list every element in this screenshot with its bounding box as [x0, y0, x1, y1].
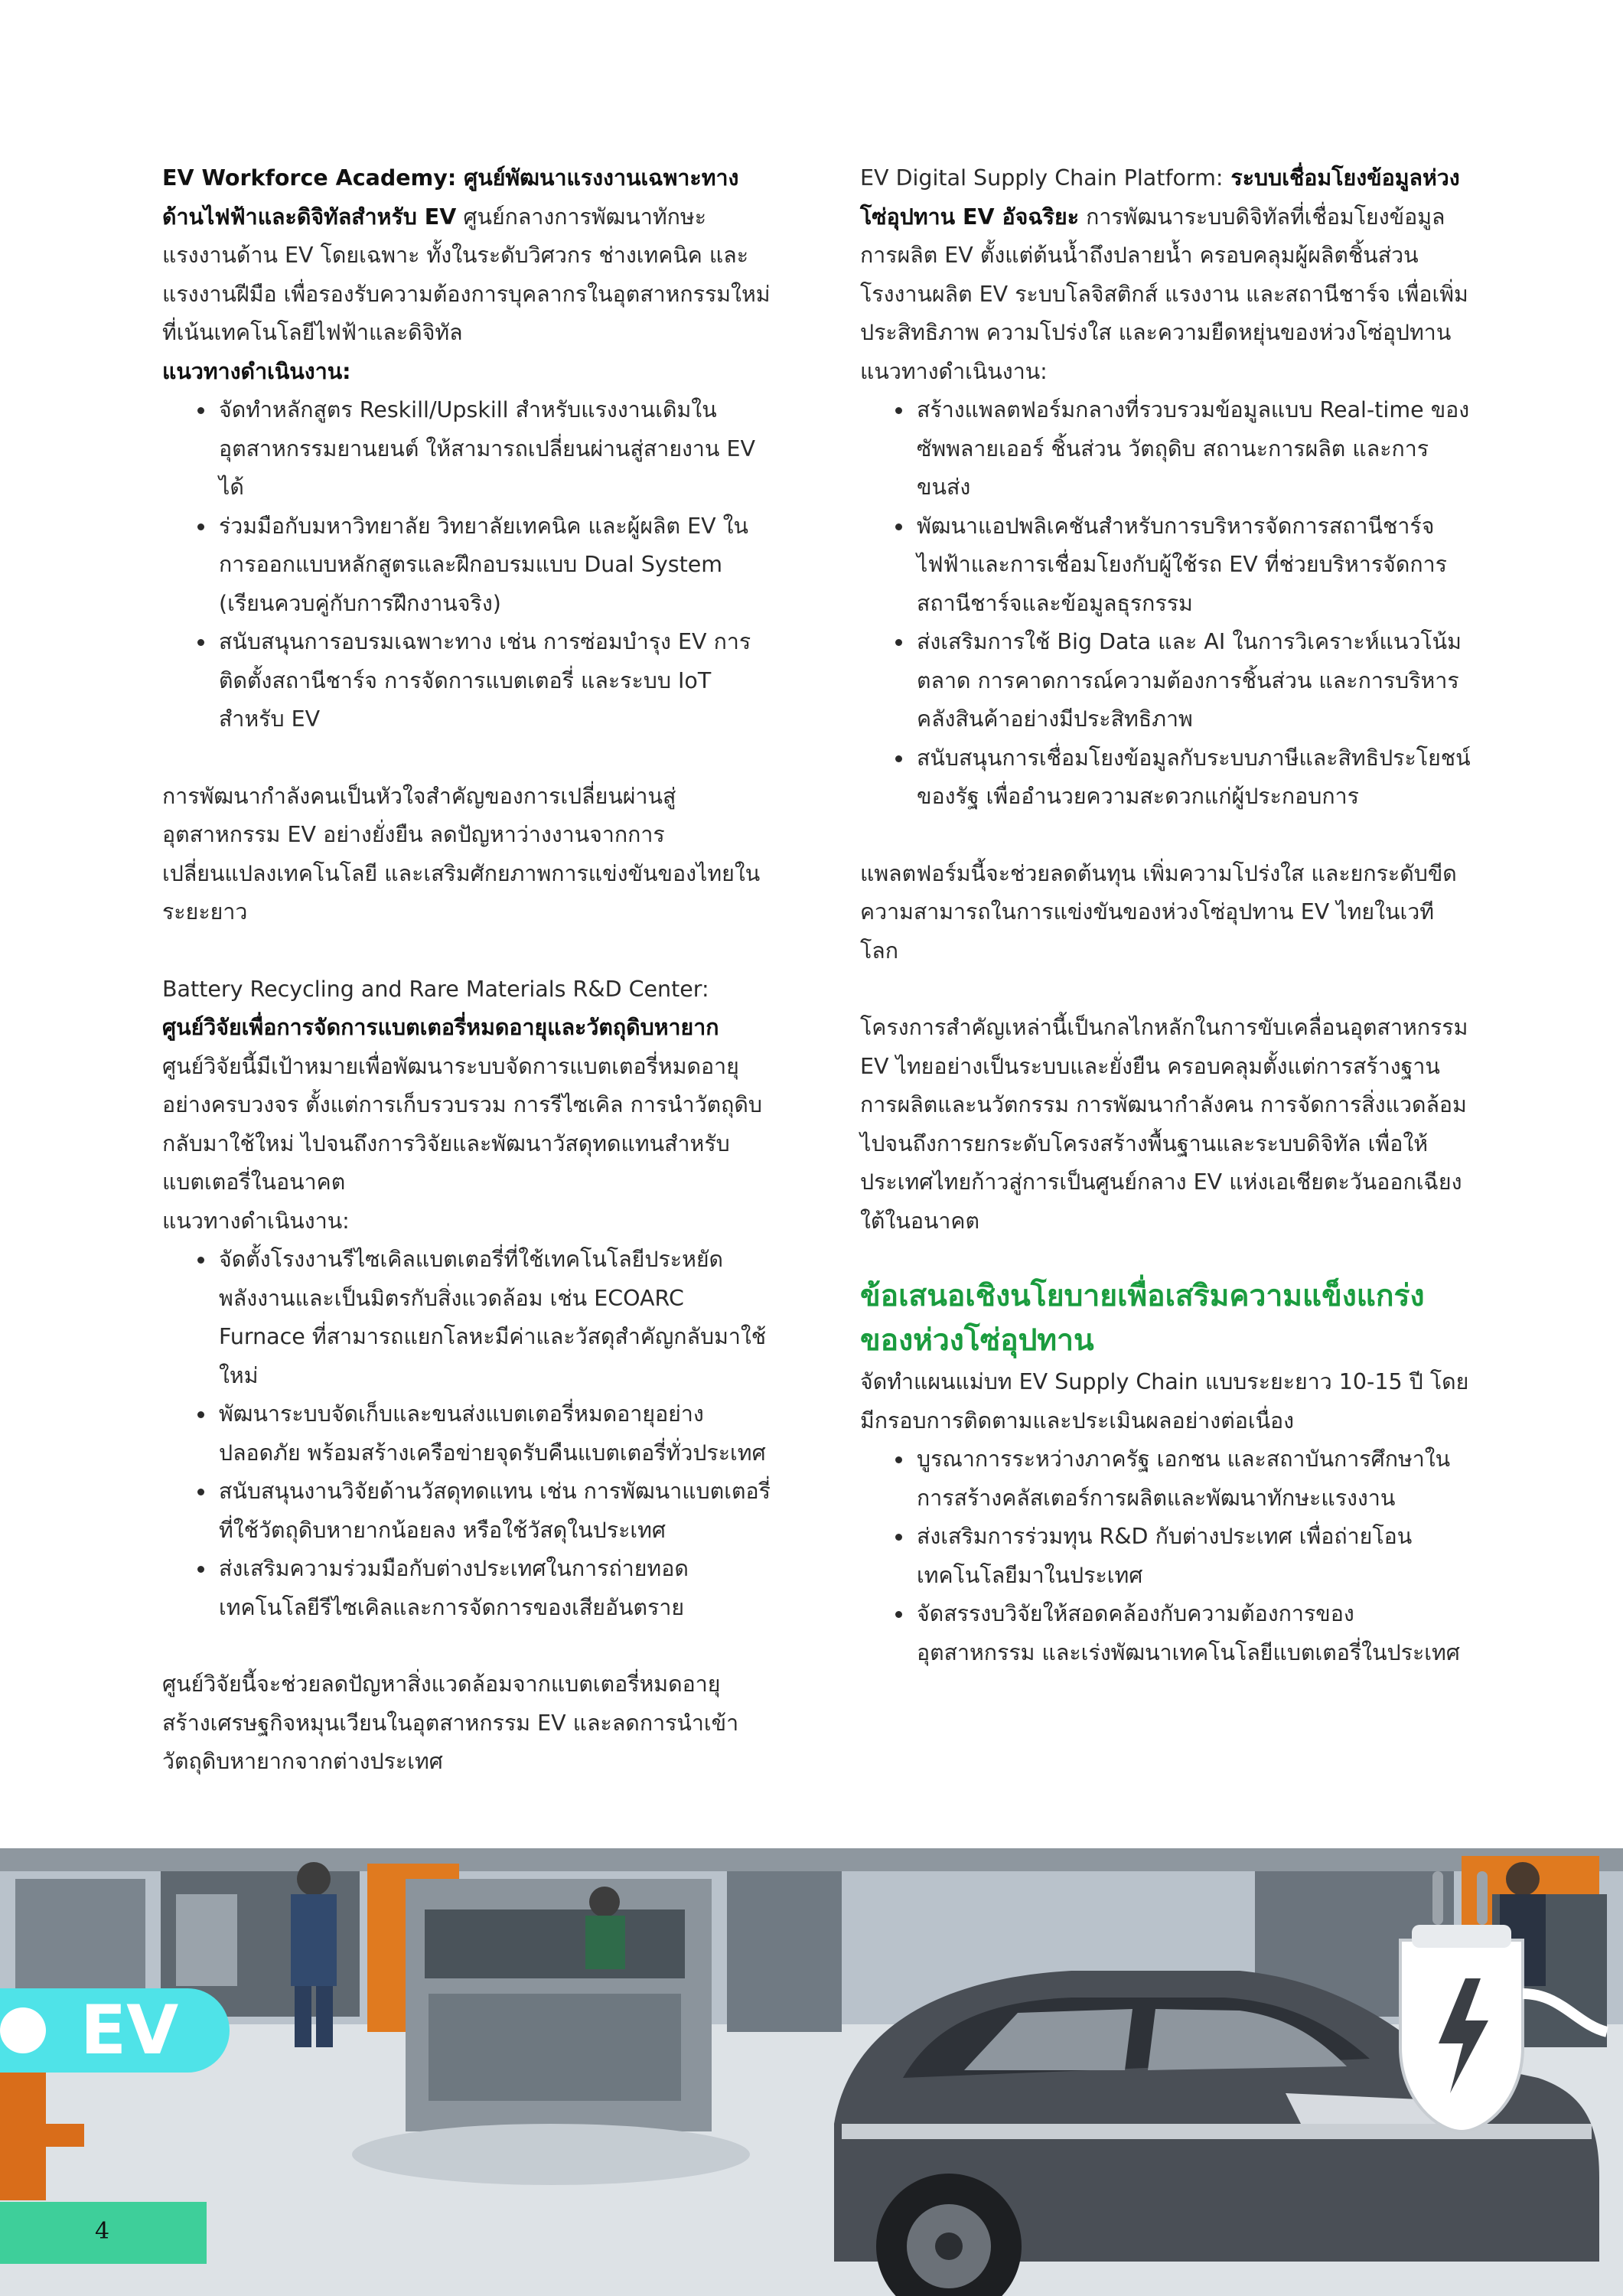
list-item: • ส่งเสริมการร่วมทุน R&D กับต่างประเทศ เพื่อถ่ายโอนเทคโนโลยีมาในประเทศ — [914, 1518, 1472, 1595]
list-item: • สนับสนุนการอบรมเฉพาะทาง เช่น การซ่อมบำรุง EV การติดตั้งสถานีชาร์จ การจัดการแบตเตอรี่ และระบบ IoT สำหรับ EV — [216, 623, 774, 739]
list-item: • จัดตั้งโรงงานรีไซเคิลแบตเตอรี่ที่ใช้เทคโนโลยีประหยัดพลังงานและเป็นมิตรกับสิ่งแวดล้อม เช่น ECOARC Furnace ที่สามารถแยกโลหะมีค่าและวัสดุสำคัญกลับมาใช้ใหม่ — [216, 1241, 774, 1395]
academy-title-en: EV Workforce Academy: — [162, 165, 457, 191]
ev-badge-text: EV — [80, 1991, 179, 2069]
academy-title-tail: EV — [416, 204, 457, 230]
academy-approach-list — [162, 391, 774, 739]
recycling-approach-label: แนวทางดำเนินงาน: — [162, 1208, 350, 1234]
platform-approach-list — [860, 391, 1472, 817]
factory-scene-illustration — [0, 1848, 1623, 2296]
academy-approach-label: แนวทางดำเนินงาน: — [162, 358, 351, 384]
list-item: • จัดสรรงบวิจัยให้สอดคล้องกับความต้องการของอุตสาหกรรม และเร่งพัฒนาเทคโนโลยีแบตเตอรี่ในประเทศ — [914, 1595, 1472, 1672]
list-item: • ส่งเสริมความร่วมมือกับต่างประเทศในการถ่ายทอดเทคโนโลยีรีไซเคิลและการจัดการของเสียอันตราย — [216, 1550, 774, 1627]
list-item: • สนับสนุนการเชื่อมโยงข้อมูลกับระบบภาษีและสิทธิประโยชน์ของรัฐ เพื่ออำนวยความสะดวกแก่ผู้ประกอบการ — [914, 739, 1472, 817]
list-item: • ส่งเสริมการใช้ Big Data และ AI ในการวิเคราะห์แนวโน้มตลาด การคาดการณ์ความต้องการชิ้นส่วน และการบริหารคลังสินค้าอย่างมีประสิทธิภาพ — [914, 623, 1472, 739]
page-number: 4 — [95, 2218, 110, 2245]
ev-badge-dot — [0, 2007, 46, 2053]
recycling-title-th: ศูนย์วิจัยเพื่อการจัดการแบตเตอรี่หมดอายุและวัตถุดิบหายาก — [162, 1015, 719, 1040]
right-column — [860, 159, 1472, 1672]
academy-conclusion: การพัฒนากำลังคนเป็นหัวใจสำคัญของการเปลี่ยนผ่านสู่อุตสาหกรรม EV อย่างยั่งยืน ลดปัญหาว่างงานจากการเปลี่ยนแปลงเทคโนโลยี และเสริมศักยภาพการแข่งขันของไทยในระยะยาว — [162, 783, 761, 925]
list-item: • จัดทำหลักสูตร Reskill/Upskill สำหรับแรงงานเดิมในอุตสาหกรรมยานยนต์ ให้สามารถเปลี่ยนผ่านสู่สายงาน EV ได้ — [216, 391, 774, 507]
recycling-title — [162, 970, 774, 1009]
list-item: • พัฒนาแอปพลิเคชันสำหรับการบริหารจัดการสถานีชาร์จไฟฟ้าและการเชื่อมโยงกับผู้ใช้รถ EV ที่ช่วยบริหารจัดการสถานีชาร์จและข้อมูลธุรกรรม — [914, 507, 1472, 624]
left-column — [162, 159, 774, 1782]
summary-paragraph: โครงการสำคัญเหล่านี้เป็นกลไกหลักในการขับเคลื่อนอุตสาหกรรม EV ไทยอย่างเป็นระบบและยั่งยืน ครอบคลุมตั้งแต่การสร้างฐานการผลิตและนวัตกรรม การพัฒนากำลังคน การจัดการสิ่งแวดล้อม ไปจนถึงการยกระดับโครงสร้างพื้นฐานและระบบดิจิทัล เพื่อให้ประเทศไทยก้าวสู่การเป็นศูนย์กลาง EV แห่งเอเชียตะวันออกเฉียงใต้ในอนาคต — [860, 1015, 1468, 1234]
platform-approach-label: แนวทางดำเนินงาน: — [860, 358, 1048, 384]
platform-title-en: EV Digital Supply Chain Platform: — [860, 165, 1224, 191]
list-item: • ร่วมมือกับมหาวิทยาลัย วิทยาลัยเทคนิค และผู้ผลิต EV ในการออกแบบหลักสูตรและฝึกอบรมแบบ Dual System (เรียนควบคู่กับการฝึกงานจริง) — [216, 507, 774, 624]
policy-heading: ข้อเสนอเชิงนโยบายเพื่อเสริมความแข็งแกร่งของห่วงโซ่อุปทาน — [860, 1279, 1425, 1358]
recycling-approach-list — [162, 1241, 774, 1627]
platform-title-th: ระบบเชื่อมโยงข้อมูลห่วงโซ่อุปทาน EV อัจฉริยะ — [860, 165, 1460, 230]
recycling-conclusion: ศูนย์วิจัยนี้จะช่วยลดปัญหาสิ่งแวดล้อมจากแบตเตอรี่หมดอายุ สร้างเศรษฐกิจหมุนเวียนในอุตสาหกรรม EV และลดการนำเข้าวัตถุดิบหายากจากต่างประเทศ — [162, 1671, 739, 1774]
list-item: • พัฒนาระบบจัดเก็บและขนส่งแบตเตอรี่หมดอายุอย่างปลอดภัย พร้อมสร้างเครือข่ายจุดรับคืนแบตเตอรี่ทั่วประเทศ — [216, 1395, 774, 1473]
recycling-body: ศูนย์วิจัยนี้มีเป้าหมายเพื่อพัฒนาระบบจัดการแบตเตอรี่หมดอายุอย่างครบวงจร ตั้งแต่การเก็บรวบรวม การรีไซเคิล การนำวัตถุดิบกลับมาใช้ใหม่ ไปจนถึงการวิจัยและพัฒนาวัสดุทดแทนสำหรับแบตเตอรี่ในอนาคต — [162, 1053, 763, 1195]
recycling-title-en: Battery Recycling and Rare Materials R&D Center: — [162, 976, 709, 1002]
platform-conclusion: แพลตฟอร์มนี้จะช่วยลดต้นทุน เพิ่มความโปร่งใส และยกระดับขีดความสามารถในการแข่งขันของห่วงโซ่อุปทาน EV ไทยในเวทีโลก — [860, 860, 1457, 964]
policy-list — [860, 1440, 1472, 1672]
academy-paragraph — [162, 159, 774, 353]
factory-banner-image — [0, 1848, 1623, 2296]
list-item: • สร้างแพลตฟอร์มกลางที่รวบรวมข้อมูลแบบ Real-time ของซัพพลายเออร์ ชิ้นส่วน วัตถุดิบ สถานะการผลิต และการขนส่ง — [914, 391, 1472, 507]
policy-intro: จัดทำแผนแม่บท EV Supply Chain แบบระยะยาว 10-15 ปี โดยมีกรอบการติดตามและประเมินผลอย่างต่อเนื่อง — [860, 1369, 1469, 1433]
recycling-title-th-line — [162, 1009, 774, 1048]
platform-body: การพัฒนาระบบดิจิทัลที่เชื่อมโยงข้อมูลการผลิต EV ตั้งแต่ต้นน้ำถึงปลายน้ำ ครอบคลุมผู้ผลิตชิ้นส่วน โรงงานผลิต EV ระบบโลจิสติกส์ แรงงาน และสถานีชาร์จ เพื่อเพิ่มประสิทธิภาพ ความโปร่งใส และความยืดหยุ่นของห่วงโซ่อุปทาน — [860, 204, 1468, 345]
list-item: • บูรณาการระหว่างภาครัฐ เอกชน และสถาบันการศึกษาในการสร้างคลัสเตอร์การผลิตและพัฒนาทักษะแรงงาน — [914, 1440, 1472, 1518]
platform-paragraph — [860, 159, 1472, 353]
list-item: • สนับสนุนงานวิจัยด้านวัสดุทดแทน เช่น การพัฒนาแบตเตอรี่ที่ใช้วัตถุดิบหายากน้อยลง หรือใช้วัสดุในประเทศ — [216, 1473, 774, 1550]
academy-body: ศูนย์กลางการพัฒนาทักษะแรงงานด้าน EV โดยเฉพาะ ทั้งในระดับวิศวกร ช่างเทคนิค และแรงงานฝีมือ เพื่อรองรับความต้องการบุคลากรในอุตสาหกรรมใหม่ที่เน้นเทคโนโลยีไฟฟ้าและดิจิทัล — [162, 204, 771, 345]
academy-title-th: ศูนย์พัฒนาแรงงานเฉพาะทางด้านไฟฟ้าและดิจิทัลสำหรับ — [162, 165, 739, 230]
